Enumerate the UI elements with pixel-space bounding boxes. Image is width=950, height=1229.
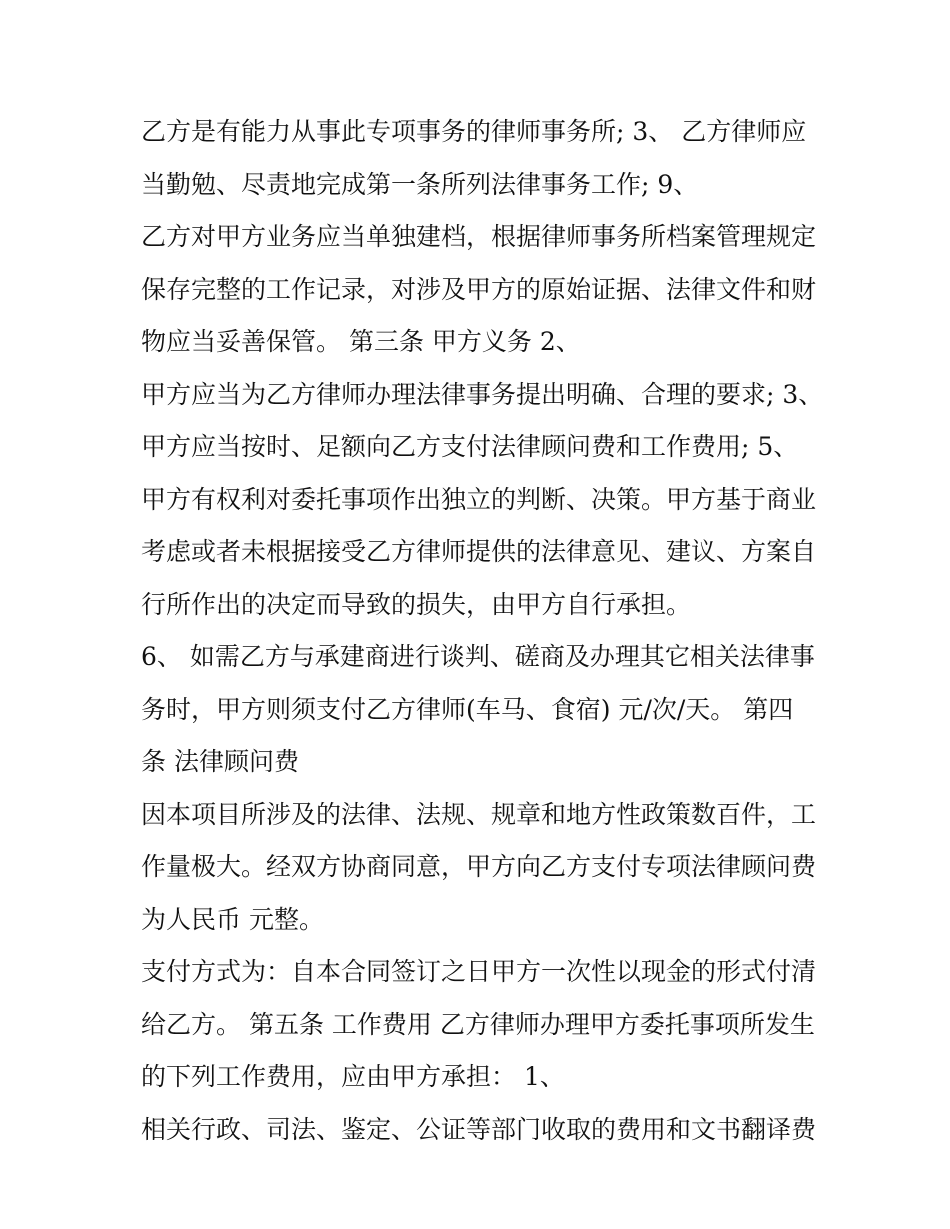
document-body bbox=[141, 106, 824, 1156]
text-line: 物应当妥善保管。 第三条 甲方义务 2、 bbox=[141, 327, 581, 356]
text-line: 6、 如需乙方与承建商进行谈判、磋商及办理其它相关法律事 bbox=[141, 642, 815, 671]
text-line: 给乙方。 第五条 工作费用 乙方律师办理甲方委托事项所发生 bbox=[141, 1009, 815, 1039]
text-line: 为人民币 元整。 bbox=[141, 904, 324, 934]
text-line: 乙方对甲方业务应当单独建档，根据律师事务所档案管理规定 bbox=[141, 222, 817, 251]
text-line: 保存完整的工作记录，对涉及甲方的原始证据、法律文件和财 bbox=[141, 274, 817, 304]
text-line: 务时，甲方则须支付乙方律师(车马、食宿) 元/次/天。 第四 bbox=[141, 694, 794, 724]
text-line: 乙方是有能力从事此专项事务的律师事务所; 3、 乙方律师应 bbox=[141, 117, 807, 146]
text-line: 条 法律顾问费 bbox=[141, 747, 299, 776]
text-line: 支付方式为：自本合同签订之日甲方一次性以现金的形式付清 bbox=[141, 957, 817, 986]
text-line: 因本项目所涉及的法律、法规、规章和地方性政策数百件，工 bbox=[141, 799, 817, 829]
text-line: 甲方有权利对委托事项作出独立的判断、决策。甲方基于商业 bbox=[141, 484, 817, 514]
text-line: 作量极大。经双方协商同意，甲方向乙方支付专项法律顾问费 bbox=[141, 852, 817, 881]
text-line: 当勤勉、尽责地完成第一条所列法律事务工作; 9、 bbox=[141, 169, 699, 199]
text-line: 甲方应当按时、足额向乙方支付法律顾问费和工作费用; 5、 bbox=[141, 432, 799, 461]
text-line: 考虑或者未根据接受乙方律师提供的法律意见、建议、方案自 bbox=[141, 537, 817, 566]
text-line: 甲方应当为乙方律师办理法律事务提出明确、合理的要求; 3、 bbox=[141, 379, 824, 409]
text-line: 的下列工作费用，应由甲方承担： 1、 bbox=[141, 1062, 565, 1091]
text-line: 行所作出的决定而导致的损失，由甲方自行承担。 bbox=[141, 589, 692, 619]
text-line: 相关行政、司法、鉴定、公证等部门收取的费用和文书翻译费 bbox=[141, 1114, 817, 1144]
